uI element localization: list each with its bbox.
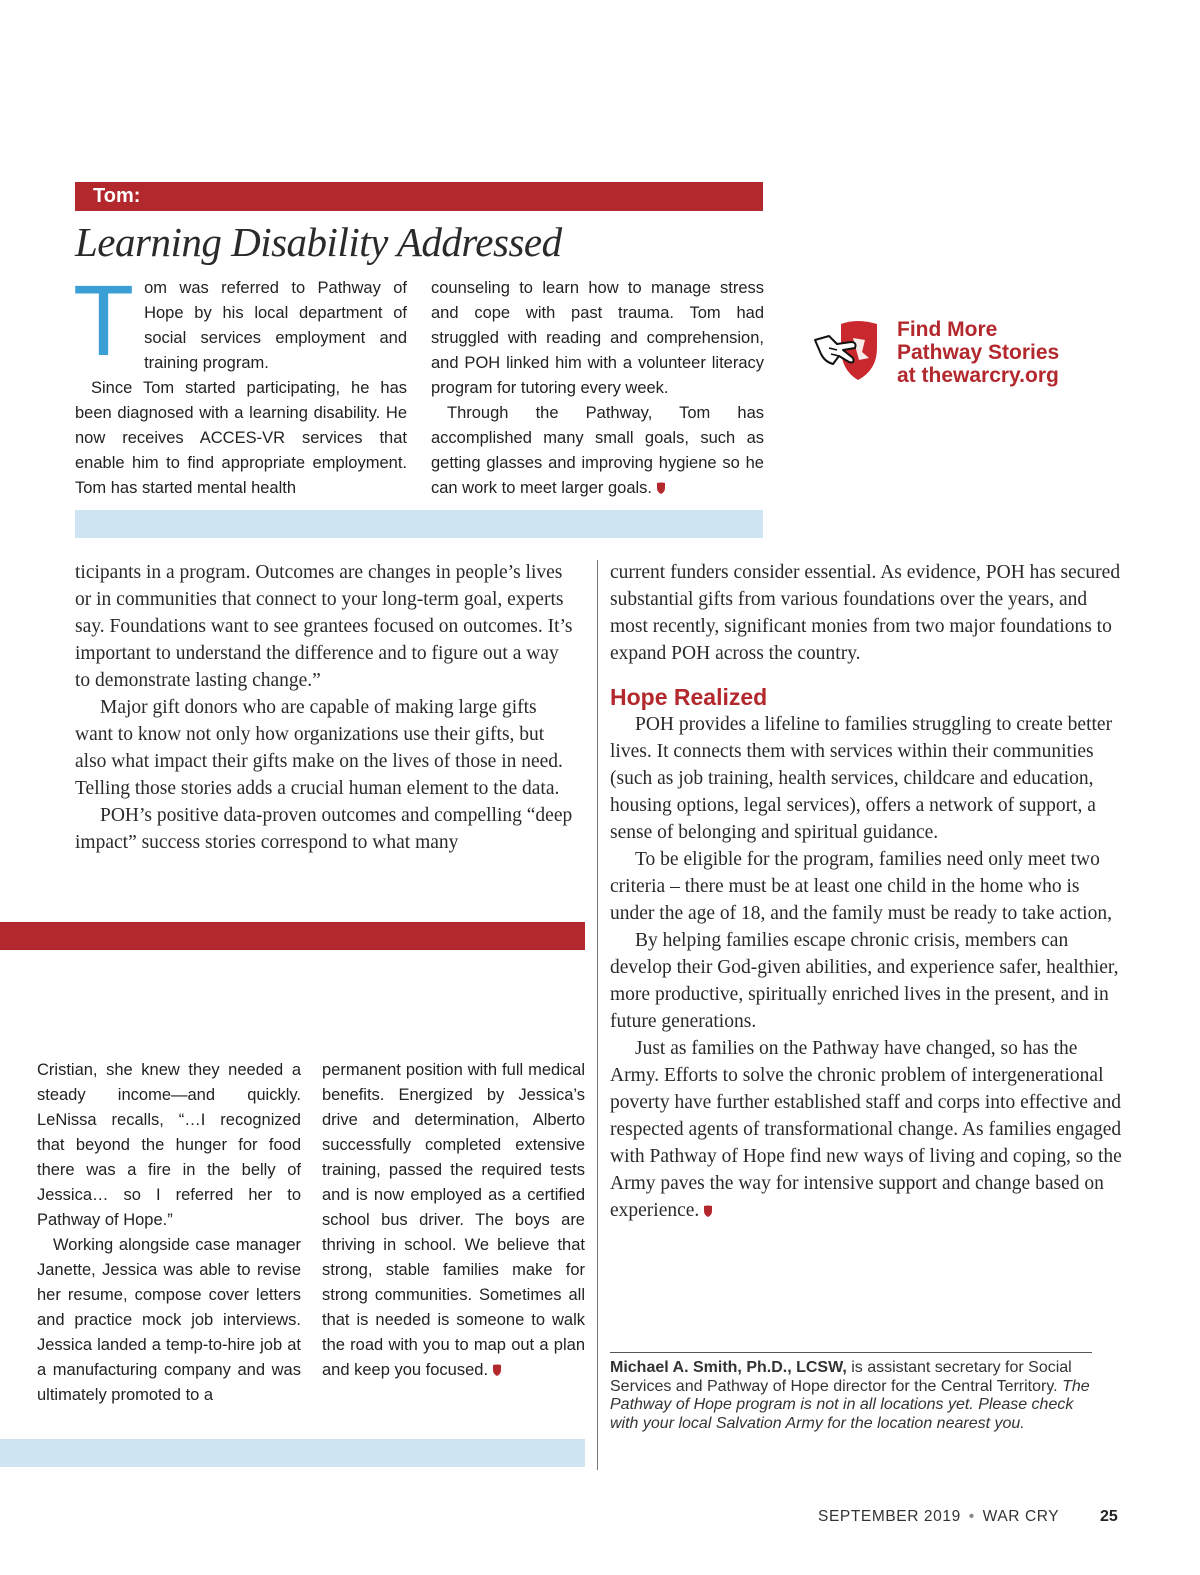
tom-story-title: Learning Disability Addressed bbox=[75, 219, 562, 265]
end-shield-icon bbox=[656, 482, 666, 494]
footer-separator: • bbox=[968, 1508, 975, 1525]
tom-paragraph: om was referred to Pathway of Hope by his local department of social services employment and training program. bbox=[144, 279, 407, 372]
author-name: Michael A. Smith, Ph.D., LCSW, bbox=[610, 1359, 847, 1376]
tom-paragraph: Since Tom started participating, he has been diagnosed with a learning disability. He now receives ACCES-VR services that enable him to find appropriate employment. Tom has started mental health bbox=[75, 379, 407, 497]
tom-paragraph: counseling to learn how to manage stress and cope with past trauma. Tom had struggled with reading and comprehension, and POH linked him with a volunteer literacy program for tutoring every week. bbox=[431, 279, 764, 397]
tom-box-footer-band bbox=[75, 510, 763, 538]
page-number: 25 bbox=[1100, 1508, 1118, 1525]
author-bio bbox=[610, 1359, 1092, 1433]
tom-paragraph: Through the Pathway, Tom has accomplished many small goals, such as getting glasses and improving hygiene so he can work to meet larger goals. bbox=[431, 404, 764, 497]
jessica-column-2 bbox=[322, 1058, 585, 1383]
salvation-army-shield-pointer-icon[interactable] bbox=[813, 318, 885, 384]
promo-line: Pathway Stories bbox=[897, 341, 1060, 364]
jessica-box-header-band bbox=[0, 922, 585, 950]
jessica-box-footer-band bbox=[0, 1439, 585, 1467]
article-paragraph: Just as families on the Pathway have changed, so has the Army. Efforts to solve the chronic problem of intergenerational poverty have further established staff and corps into effective and respected agents of transformational change. As families engaged with Pathway of Hope find new ways of living and coping, so the Army paves the way for intensive support and change based on experience. bbox=[610, 1038, 1122, 1221]
magazine-name: WAR CRY bbox=[982, 1508, 1060, 1525]
bio-divider bbox=[610, 1352, 1092, 1353]
author-description: is assistant secretary for Social Services and Pathway of Hope director for the Central Territory. bbox=[610, 1359, 1072, 1395]
article-paragraph: To be eligible for the program, families need only meet two criteria – there must be at least one child in the home who is under the age of 18, and the family must be ready to take action, bbox=[610, 849, 1112, 924]
article-paragraph: POH provides a lifeline to families struggling to create better lives. It connects them with services within their communities (such as job training, health services, childcare and education, housing options, legal services), offers a network of support, a sense of belonging and spiritual guidance. bbox=[610, 714, 1113, 843]
article-paragraph: By helping families escape chronic crisis, members can develop their God-given abilities, and experience safer, healthier, more productive, spiritually enriched lives in the present, and in future generations. bbox=[610, 930, 1119, 1032]
article-left-column bbox=[75, 559, 575, 856]
tom-label: Tom: bbox=[93, 185, 141, 207]
article-paragraph: ticipants in a program. Outcomes are changes in people’s lives or in communities that connect to your long-term goal, experts say. Foundations want to see grantees focused on outcomes. It’s important to understand the difference and to figure out a way to demonstrate lasting change.” bbox=[75, 562, 573, 691]
page-footer bbox=[818, 1508, 1059, 1526]
jessica-paragraph: Working alongside case manager Janette, Jessica was able to revise her resume, compose cover letters and practice mock job interviews. Jessica landed a temp-to-hire job at a manufacturing company and was ultimately promoted to a bbox=[37, 1236, 301, 1404]
promo-line: Find More bbox=[897, 318, 998, 341]
jessica-column-1 bbox=[37, 1058, 301, 1408]
article-paragraph: POH’s positive data-proven outcomes and compelling “deep impact” success stories correspond to what many bbox=[75, 805, 573, 853]
promo-line: at thewarcry.org bbox=[897, 364, 1059, 387]
tom-column-2 bbox=[431, 276, 764, 501]
program-note: The Pathway of Hope program is not in all locations yet. Please check with your local Salvation Army for the location nearest you. bbox=[610, 1377, 1090, 1432]
find-more-link[interactable] bbox=[897, 318, 1059, 387]
section-heading: Hope Realized bbox=[610, 684, 768, 710]
tom-label-bar bbox=[75, 182, 763, 211]
issue-date: SEPTEMBER 2019 bbox=[818, 1508, 961, 1525]
article-paragraph: Major gift donors who are capable of making large gifts want to know not only how organizations use their gifts, but also what impact their gifts make on the lives of those in need. Telling those stories adds a crucial human element to the data. bbox=[75, 697, 563, 799]
end-shield-icon bbox=[492, 1364, 502, 1376]
article-right-column bbox=[610, 559, 1122, 1224]
article-paragraph: current funders consider essential. As evidence, POH has secured substantial gifts from various foundations over the years, and most recently, significant monies from two major foundations to expand POH across the country. bbox=[610, 562, 1121, 664]
tom-column-1 bbox=[73, 265, 407, 501]
drop-cap: T bbox=[73, 265, 135, 377]
column-divider bbox=[597, 560, 598, 1470]
jessica-paragraph: permanent position with full medical benefits. Energized by Jessica’s drive and determination, Alberto successfully completed extensive training, passed the required tests and is now employed as a certified school bus driver. The boys are thriving in school. We believe that strong, stable families make for strong communities. Sometimes all that is needed is someone to walk the road with you to map out a plan and keep you focused. bbox=[322, 1061, 585, 1379]
jessica-paragraph: Cristian, she knew they needed a steady income—and quickly. LeNissa recalls, “…I recognized that beyond the hunger for food there was a fire in the belly of Jessica… so I referred her to Pathway of Hope.” bbox=[37, 1061, 301, 1229]
end-shield-icon bbox=[703, 1205, 713, 1217]
